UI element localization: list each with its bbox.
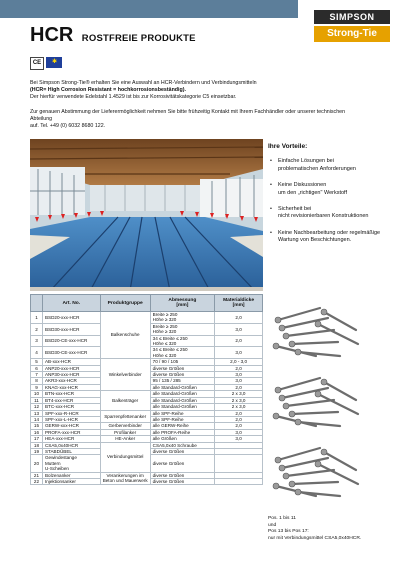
cell-thick: 2,0 xyxy=(215,335,263,347)
cell-dims xyxy=(150,323,215,335)
cell-art-line: Gewindestange xyxy=(44,455,77,461)
cell-pos: 21 xyxy=(31,472,43,478)
cell-thick xyxy=(215,455,263,472)
logo-simpson: SIMPSON xyxy=(314,10,390,24)
cell-dims: alle SPF-Reihe xyxy=(150,416,215,422)
cell-art xyxy=(42,455,100,472)
cell-group: Sparrenpfettenanker xyxy=(100,410,150,423)
cell-group: Balkenschuhe xyxy=(100,312,150,359)
cell-art: AB-xxx-HCR xyxy=(42,359,100,365)
cell-dims-line: 34 ≤ Breite ≤ 250 xyxy=(152,335,188,341)
intro-line-5: auf. Tel. +49 (0) 6032 8680 122. xyxy=(30,123,106,130)
cell-dims: alle PROFA-Reihe xyxy=(150,429,215,435)
cell-art: Injektionsanker xyxy=(42,478,100,484)
cell-pos: 14 xyxy=(31,416,43,422)
intro-line-4: Zur genauen Abstimmung der Lieferermöglichkeit nehmen Sie bitte frühzeitig Kontakt mit Ihrem Fachhändler oder unserer technischen Abteilung xyxy=(30,108,346,122)
cell-pos: 19 xyxy=(31,448,43,454)
cell-group-line: Verankerungen im xyxy=(106,473,144,479)
cell-art: KNAG-xxx-HCR xyxy=(42,384,100,390)
header-dimensions-unit: [mm] xyxy=(176,303,189,308)
cell-dims: diverse Größen xyxy=(150,455,215,472)
cell-dims: 70 / 90 / 105 xyxy=(150,359,215,365)
cell-art: SPF-xxx-L-HCR xyxy=(42,416,100,422)
cell-dims-line: Breite ≥ 250 xyxy=(152,323,178,329)
cell-pos: 5 xyxy=(31,359,43,365)
cell-thick: 3,0 xyxy=(215,378,263,384)
cell-art: BSD20-xxx-HCR xyxy=(42,312,100,324)
cell-group: Profilanker xyxy=(100,429,150,435)
intro-text xyxy=(30,80,360,130)
title-hcr: HCR xyxy=(30,24,74,46)
cell-dims-line: Höhe ≥ 320 xyxy=(152,329,177,335)
cell-group-line: Beton und Mauerwerk xyxy=(102,478,148,484)
cell-group: Balkenträger xyxy=(100,391,150,410)
cell-group: Winkelverbinder xyxy=(100,359,150,391)
cell-dims: diverse Größen xyxy=(150,365,215,371)
cell-thick: 3,0 xyxy=(215,323,263,335)
cell-thick: 2 x 3,0 xyxy=(215,397,263,403)
table-footnote xyxy=(268,516,398,542)
benefit-line: • Sicherheit bei xyxy=(278,206,312,213)
title-subtitle: ROSTFREIE PRODUKTE xyxy=(81,33,196,44)
cell-art: PROFA-xxx-HCR xyxy=(42,429,100,435)
cell-art: BTN-xxx-HCR xyxy=(42,391,100,397)
ce-mark-icon: CE xyxy=(30,57,44,70)
cell-pos: 10 xyxy=(31,391,43,397)
cell-pos: 22 xyxy=(31,478,43,484)
cell-thick: 3,0 xyxy=(215,436,263,442)
cell-art: BSD30-xxx-HCR xyxy=(42,323,100,335)
cell-dims: alle Größen xyxy=(150,436,215,442)
cell-dims-line: Höhe ≤ 320 xyxy=(152,352,177,358)
footnote-line: und xyxy=(268,522,277,528)
cell-pos: 4 xyxy=(31,347,43,359)
header-dimensions xyxy=(150,295,215,312)
header-dimensions-label: Abmessung xyxy=(168,298,197,303)
cell-thick: 3,0 xyxy=(215,372,263,378)
cell-art: Bolzenanker xyxy=(42,472,100,478)
cell-dims xyxy=(150,347,215,359)
cell-art: GERW-xxx-HCR xyxy=(42,423,100,429)
cell-art: BSD20-CE-xxx-HCR xyxy=(42,335,100,347)
benefits-panel xyxy=(268,143,394,254)
cell-dims-line: Höhe ≤ 320 xyxy=(152,341,177,347)
benefit-item xyxy=(268,182,394,197)
cell-thick: 2 x 3,0 xyxy=(215,404,263,410)
cell-group xyxy=(100,472,150,485)
cell-art: AKR3-xxx-HCR xyxy=(42,378,100,384)
footnote-line: Pos 13 bis Pos 17: xyxy=(268,529,309,535)
footnote-line: nur mit Verbindungsmittel CSA5,0x40HCR. xyxy=(268,535,362,541)
cell-art: SPF-xxx-R-HCR xyxy=(42,410,100,416)
cell-thick: 2,0 xyxy=(215,416,263,422)
benefits-title: Ihre Vorteile: xyxy=(268,143,308,150)
cell-pos: 7 xyxy=(31,372,43,378)
eu-flag-icon: ✱ xyxy=(46,57,62,68)
cell-dims: diverse Größen xyxy=(150,448,215,454)
page-title xyxy=(30,24,196,47)
cell-group: Verbindungsmittel xyxy=(100,442,150,472)
intro-line-2: (HCR= High Corrosion Resistant = hochkorrosionsbeständig). xyxy=(30,87,186,94)
cell-dims: diverse Größen xyxy=(150,372,215,378)
benefit-line: • Keine Diskussionen xyxy=(278,182,327,189)
cell-dims: diverse Größen xyxy=(150,472,215,478)
cell-art-line: U-Scheiben xyxy=(44,466,69,472)
cell-art-line: Muttern xyxy=(44,460,61,466)
header-art-no: Art. No. xyxy=(42,295,100,312)
cell-pos: 8 xyxy=(31,378,43,384)
cell-pos: 2 xyxy=(31,323,43,335)
certification-badges xyxy=(30,57,62,70)
cell-group: Gerberverbinder xyxy=(100,423,150,429)
cell-thick: 2,0 xyxy=(215,365,263,371)
footnote-line: Pos. 1 bis 11 xyxy=(268,516,296,521)
cell-pos: 11 xyxy=(31,397,43,403)
cell-dims-line: Höhe ≥ 320 xyxy=(152,317,177,323)
cell-pos: 13 xyxy=(31,410,43,416)
benefit-line: • Einfache Lösungen bei xyxy=(278,158,334,165)
table-header-row xyxy=(31,295,263,312)
cell-group: HE-Anker xyxy=(100,436,150,442)
cell-dims: alle Standard-Größen xyxy=(150,384,215,390)
cell-dims: alle Standard-Größen xyxy=(150,391,215,397)
cell-dims-line: Breite ≥ 250 xyxy=(152,312,178,317)
cell-thick: 3,0 xyxy=(215,347,263,359)
cell-art: BT4-xxx-HCR xyxy=(42,397,100,403)
cell-art: BSD30-CE-xxx-HCR xyxy=(42,347,100,359)
screw-photos xyxy=(268,300,388,510)
cell-pos: 12 xyxy=(31,404,43,410)
cell-thick xyxy=(215,478,263,484)
cell-pos: 9 xyxy=(31,384,43,390)
intro-line-3: Der hierfür verwendete Edelstahl 1.4529 ist bis zur Korrosivitätskategorie C5 einsetzbar. xyxy=(30,94,237,101)
cell-pos: 1 xyxy=(31,312,43,324)
cell-art: STABDÜBEL xyxy=(42,448,100,454)
cell-dims xyxy=(150,335,215,347)
cell-pos: 6 xyxy=(31,365,43,371)
cell-thick: 2 x 3,0 xyxy=(215,391,263,397)
cell-art: BTC-xxx-HCR xyxy=(42,404,100,410)
table-row xyxy=(31,312,263,324)
benefit-item xyxy=(268,230,394,245)
cell-dims: alle Standard-Größen xyxy=(150,397,215,403)
cell-pos: 16 xyxy=(31,429,43,435)
cell-art: CSA5,0x40HCR xyxy=(42,442,100,448)
simpson-strongtie-logo xyxy=(314,10,390,42)
header-pos xyxy=(31,295,43,312)
cell-thick: 3,0 xyxy=(215,429,263,435)
cell-art: HEA-xxx-HCR xyxy=(42,436,100,442)
cell-art: ANP20-xxx-HCR xyxy=(42,365,100,371)
cell-dims: 95 / 135 / 285 xyxy=(150,378,215,384)
cell-thick: 2,0 - 3,0 xyxy=(215,359,263,365)
cell-art: ANP30-xxx-HCR xyxy=(42,372,100,378)
swimming-pool-photo xyxy=(30,139,263,291)
cell-dims-line: 34 ≤ Breite ≤ 250 xyxy=(152,347,188,353)
logo-strongtie: Strong-Tie xyxy=(314,26,390,42)
cell-dims: diverse Größen xyxy=(150,478,215,484)
product-table xyxy=(30,294,263,485)
header-color-bar xyxy=(0,0,298,18)
cell-thick: 2,0 xyxy=(215,423,263,429)
benefit-line: • Keine Nachbearbeitung oder regelmäßige xyxy=(278,229,381,236)
benefit-item xyxy=(268,158,394,173)
cell-pos: 17 xyxy=(31,436,43,442)
cell-thick: 2,0 xyxy=(215,312,263,324)
benefit-line: nicht revisionierbaren Konstruktionen xyxy=(278,213,369,220)
header-thickness-label: Materialdicke xyxy=(223,298,255,303)
screw-pile-image xyxy=(273,308,358,356)
cell-pos: 18 xyxy=(31,442,43,448)
cell-pos: 20 xyxy=(31,455,43,472)
benefit-line: um den „richtigen" Werkstoff xyxy=(278,189,347,196)
benefit-line: problematischen Anforderungen xyxy=(278,165,356,172)
cell-dims: alle GERW-Reihe xyxy=(150,423,215,429)
cell-thick: 2,0 xyxy=(215,384,263,390)
cell-pos: 15 xyxy=(31,423,43,429)
cell-dims: alle SPF-Reihe xyxy=(150,410,215,416)
benefit-line: Wartung von Beschichtungen. xyxy=(278,237,352,244)
header-thickness xyxy=(215,295,263,312)
cell-thick: 2,0 xyxy=(215,410,263,416)
header-product-group: Produktgruppe xyxy=(100,295,150,312)
intro-line-1: Bei Simpson Strong-Tie® erhalten Sie eine Auswahl an HCR-Verbindern und Verbindungsmitteln xyxy=(30,80,257,86)
benefit-item xyxy=(268,206,394,221)
header-thickness-unit: [mm] xyxy=(232,303,245,308)
cell-dims xyxy=(150,312,215,324)
cell-dims: CSA5,0x40 Schraube xyxy=(150,442,215,448)
cell-pos: 3 xyxy=(31,335,43,347)
cell-dims: alle Standard-Größen xyxy=(150,404,215,410)
